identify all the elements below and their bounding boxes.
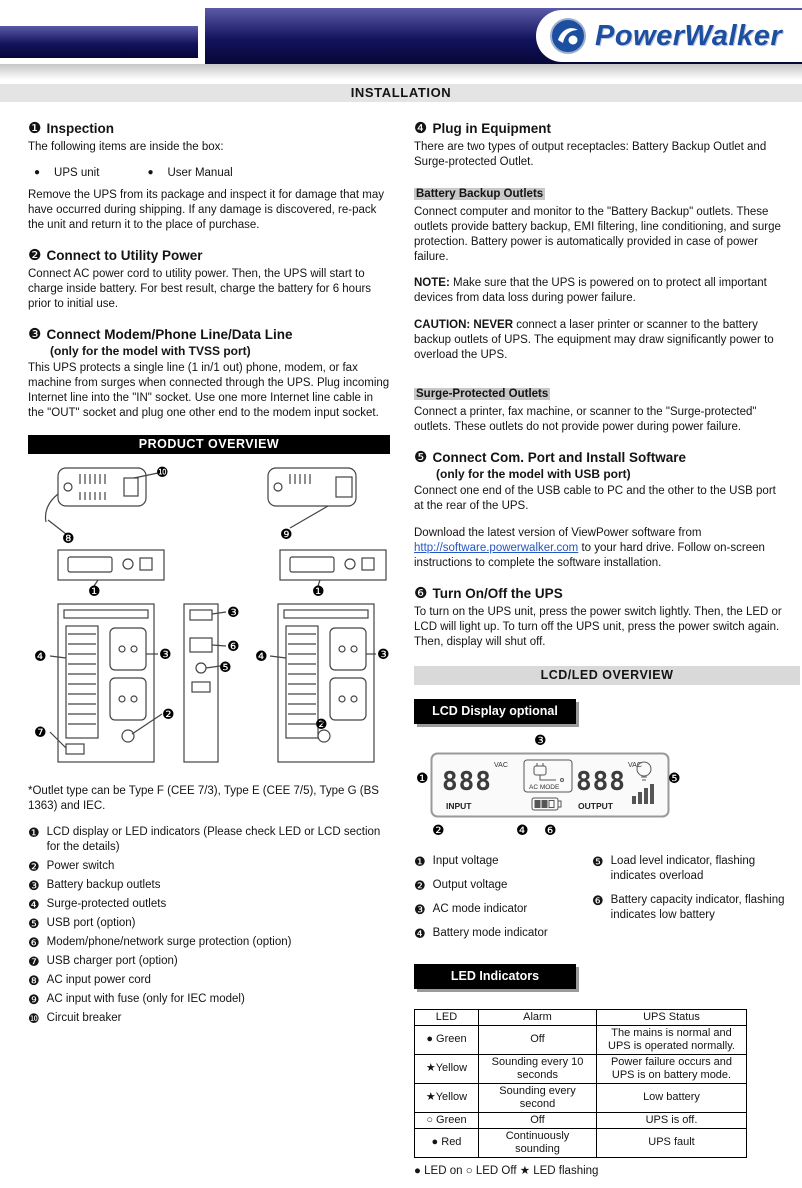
- legend-label: Battery capacity indicator, flashing indicates low battery: [610, 893, 785, 921]
- legend-label: Load level indicator, flashing indicates overload: [610, 854, 756, 882]
- box-item-label: UPS unit: [54, 166, 100, 179]
- caution-paragraph: [414, 318, 786, 363]
- led-table-row: [415, 1112, 747, 1128]
- lcd-output-value: 888: [576, 766, 626, 797]
- lcd-input-value: 888: [442, 766, 492, 797]
- section-utility-power: [28, 246, 390, 312]
- lcd-led-overview-title: LCD/LED OVERVIEW: [414, 666, 800, 685]
- legend-label: LCD display or LED indicators (Please check LED or LCD section for the details): [46, 826, 381, 853]
- left-column: [28, 106, 390, 1188]
- led-cell: ● Red: [415, 1128, 479, 1157]
- caution-label: CAUTION: NEVER: [414, 318, 514, 331]
- alarm-column-header: Alarm: [479, 1009, 597, 1025]
- section-heading-inspection: [28, 119, 390, 137]
- section-number: ❻: [414, 584, 428, 602]
- legend-num: ❼: [28, 954, 40, 969]
- section-modem-line: [28, 325, 390, 421]
- lcd-legend-left: [414, 854, 592, 950]
- brand-logo-text: PowerWalker: [595, 19, 783, 52]
- lcd-callout-output-voltage: ❷: [432, 822, 445, 839]
- page-header: [0, 0, 802, 84]
- legend-item: [28, 916, 390, 931]
- section-heading-plug-in: [414, 119, 786, 137]
- note-paragraph: [414, 276, 786, 306]
- legend-num: ❸: [414, 901, 426, 917]
- section-title: Connect Modem/Phone Line/Data Line: [46, 326, 293, 342]
- callout-lcd-led: ❶: [88, 583, 101, 600]
- led-column-header: LED: [415, 1009, 479, 1025]
- legend-label: Battery mode indicator: [432, 926, 548, 939]
- led-table-row: [415, 1128, 747, 1157]
- led-cell: ★Yellow: [415, 1083, 479, 1112]
- page-content: [0, 102, 802, 1188]
- bullet-icon: ●: [147, 167, 154, 178]
- lcd-input-label: INPUT: [446, 800, 472, 811]
- lcd-legend-item: [592, 893, 786, 923]
- led-status-table: [414, 1009, 747, 1158]
- section-title: Inspection: [46, 121, 114, 136]
- download-text-after: to your hard drive. Follow on-screen instructions to complete the software installation.: [414, 541, 765, 569]
- status-cell: UPS fault: [597, 1128, 747, 1157]
- legend-label: Battery backup outlets: [46, 879, 161, 891]
- lcd-legend: [414, 854, 786, 950]
- legend-label: Output voltage: [432, 878, 508, 891]
- caution-text: connect a laser printer or scanner to the battery backup outlets of UPS. The equipment may draw significantly power to overload the UPS.: [414, 318, 774, 361]
- legend-num: ❹: [414, 925, 426, 941]
- legend-label: AC input power cord: [46, 974, 151, 986]
- legend-label: Power switch: [46, 860, 115, 872]
- lcd-legend-item: [414, 854, 592, 869]
- legend-item: [28, 878, 390, 893]
- legend-num: ❿: [28, 1011, 40, 1026]
- legend-item: [28, 935, 390, 950]
- callout-power-switch: ❷: [162, 706, 175, 723]
- led-table-header-row: [415, 1009, 747, 1025]
- callout-battery-outlets: ❸: [377, 646, 390, 663]
- download-text-before: Download the latest version of ViewPower software from: [414, 526, 702, 539]
- led-indicators-bar: LED Indicators: [414, 964, 576, 989]
- callout-battery-outlets: ❸: [159, 646, 172, 663]
- note-text: Make sure that the UPS is powered on to protect all important devices from data loss during power failure.: [414, 277, 767, 304]
- inspection-body: Remove the UPS from its package and inspect it for damage that may have occurred during shipping. If any damage is discovered, re-pack the unit and return it to the place of purchase.: [28, 188, 385, 231]
- alarm-cell: Sounding every 10 seconds: [479, 1054, 597, 1083]
- legend-item: [28, 897, 390, 912]
- callout-battery-outlets: ❸: [227, 604, 240, 621]
- section-title: Connect to Utility Power: [46, 247, 203, 263]
- lcd-output-label: OUTPUT: [578, 800, 613, 811]
- led-table-row: [415, 1054, 747, 1083]
- right-column: [414, 106, 786, 1188]
- lcd-display-bar: LCD Display optional: [414, 699, 576, 724]
- legend-item: [28, 954, 390, 969]
- surge-outlets-body: Connect a printer, fax machine, or scanner to the "Surge-protected" outlets. These outlets do not provide power during power failure.: [414, 406, 757, 433]
- section-plug-in: [414, 119, 786, 435]
- led-cell: ○ Green: [415, 1112, 479, 1128]
- status-cell: UPS is off.: [597, 1112, 747, 1128]
- legend-num: ❷: [28, 859, 40, 874]
- callout-surge-outlets: ❹: [34, 648, 47, 665]
- note-label: NOTE:: [414, 277, 450, 289]
- legend-num: ❻: [28, 935, 40, 950]
- legend-num: ❺: [592, 853, 604, 869]
- section-subtitle: (only for the model with USB port): [436, 467, 631, 481]
- turn-on-off-body: To turn on the UPS unit, press the power switch lightly. Then, the LED or LCD will light up. To turn off the UPS unit, press the power switch again. Then, display will shut off.: [414, 605, 782, 648]
- lcd-vac-label: VAC: [494, 761, 508, 769]
- ac-mode-label: AC MODE: [529, 783, 560, 791]
- lcd-callout-battery-capacity: ❻: [544, 822, 557, 839]
- section-title: Turn On/Off the UPS: [432, 585, 563, 601]
- legend-item: [28, 1011, 390, 1026]
- section-number: ❷: [28, 246, 42, 264]
- section-turn-on-off: [414, 584, 786, 650]
- bullet-icon: ●: [34, 167, 41, 178]
- lcd-vac-label: VAC: [628, 761, 642, 769]
- section-inspection: [28, 119, 390, 233]
- legend-num: ❻: [592, 892, 604, 908]
- product-diagram: [28, 458, 390, 778]
- lcd-legend-item: [414, 902, 592, 917]
- battery-outlets-title: Battery Backup Outlets: [416, 187, 544, 200]
- callout-power-switch: ❷: [315, 716, 328, 733]
- lcd-legend-item: [592, 854, 786, 884]
- box-item-label: User Manual: [167, 166, 233, 179]
- legend-label: Input voltage: [432, 854, 499, 867]
- status-cell: The mains is normal and UPS is operated normally.: [597, 1025, 747, 1054]
- legend-num: ❶: [414, 853, 426, 869]
- legend-num: ❹: [28, 897, 40, 912]
- section-number: ❺: [414, 449, 428, 466]
- status-cell: Power failure occurs and UPS is on battery mode.: [597, 1054, 747, 1083]
- legend-num: ❶: [28, 825, 40, 840]
- legend-label: USB port (option): [46, 917, 136, 929]
- legend-item: [28, 859, 390, 874]
- callout-ac-input-cord: ❽: [62, 530, 75, 547]
- section-title: Plug in Equipment: [432, 121, 551, 136]
- lcd-legend-right: [592, 854, 786, 950]
- battery-outlets-body: Connect computer and monitor to the "Battery Backup" outlets. These outlets provide battery backup, EMI filtering, line conditioning, and surge protection. Battery power is automatically provided in case of power failure.: [414, 205, 781, 263]
- software-download-body: [414, 526, 786, 571]
- led-table-row: [415, 1083, 747, 1112]
- legend-item: [28, 992, 390, 1007]
- alarm-cell: Sounding every second: [479, 1083, 597, 1112]
- product-legend: [28, 825, 390, 1026]
- lcd-legend-item: [414, 878, 592, 893]
- powerwalker-logo-icon: [548, 16, 588, 56]
- header-fade-strip: [0, 64, 802, 80]
- outlet-type-note: *Outlet type can be Type F (CEE 7/3), Type E (CEE 7/5), Type G (BS 1363) and IEC.: [28, 784, 379, 812]
- legend-label: Modem/phone/network surge protection (option): [46, 936, 292, 948]
- status-column-header: UPS Status: [597, 1009, 747, 1025]
- legend-label: Circuit breaker: [46, 1012, 122, 1024]
- alarm-cell: Off: [479, 1025, 597, 1054]
- callout-usb-charger: ❼: [34, 724, 47, 741]
- status-cell: Low battery: [597, 1083, 747, 1112]
- legend-num: ❾: [28, 992, 40, 1007]
- inspection-intro: The following items are inside the box:: [28, 141, 224, 153]
- header-bar-left: [0, 26, 198, 58]
- led-legend-footnote: ● LED on ○ LED Off ★ LED flashing: [414, 1164, 599, 1177]
- led-cell: ★Yellow: [415, 1054, 479, 1083]
- callout-ac-input-fuse: ❾: [280, 526, 293, 543]
- box-item: [34, 167, 99, 179]
- plug-in-intro: There are two types of output receptacles: Battery Backup Outlet and Surge-protected Outlet.: [414, 141, 767, 168]
- callout-lcd-led: ❶: [312, 583, 325, 600]
- lcd-callout-input-voltage: ❶: [416, 770, 429, 787]
- section-com-port: [414, 448, 786, 571]
- section-heading-com-port: [414, 448, 786, 466]
- callout-modem-protection: ❻: [227, 638, 240, 655]
- legend-label: AC input with fuse (only for IEC model): [46, 993, 245, 1005]
- installation-title: INSTALLATION: [0, 84, 802, 102]
- section-heading-utility-power: [28, 246, 390, 264]
- legend-item: [28, 973, 390, 988]
- legend-num: ❷: [414, 877, 426, 893]
- legend-num: ❺: [28, 916, 40, 931]
- callout-circuit-breaker: ❿: [156, 464, 169, 481]
- modem-line-body: This UPS protects a single line (1 in/1 out) phone, modem, or fax machine from surges when connected through the UPS. Plug incoming Internet line into the "IN" socket. Use one more Internet line cable in the "OUT" socket and plug one other end to the modem input socket.: [28, 361, 390, 419]
- section-title: Connect Com. Port and Install Software: [432, 450, 686, 465]
- alarm-cell: Continuously sounding: [479, 1128, 597, 1157]
- lcd-diagram: [416, 734, 684, 840]
- legend-label: AC mode indicator: [432, 902, 528, 915]
- lcd-callout-ac-mode: ❸: [534, 732, 547, 749]
- section-number: ❹: [414, 120, 428, 137]
- legend-label: USB charger port (option): [46, 955, 178, 967]
- legend-num: ❽: [28, 973, 40, 988]
- legend-label: Surge-protected outlets: [46, 898, 167, 910]
- com-port-body: Connect one end of the USB cable to PC and the other to the USB port at the rear of the UPS.: [414, 485, 776, 512]
- alarm-cell: Off: [479, 1112, 597, 1128]
- callout-usb-port: ❺: [219, 659, 232, 676]
- led-table-row: [415, 1025, 747, 1054]
- surge-outlets-title: Surge-Protected Outlets: [416, 388, 549, 400]
- led-cell: ● Green: [415, 1025, 479, 1054]
- section-number: ❶: [28, 120, 42, 137]
- section-subtitle: (only for the model with TVSS port): [50, 343, 251, 358]
- product-overview-title: PRODUCT OVERVIEW: [28, 435, 390, 454]
- section-heading-modem-line: [28, 325, 390, 343]
- callout-surge-outlets: ❹: [255, 648, 268, 665]
- brand-logo: [536, 10, 802, 62]
- utility-power-body: Connect AC power cord to utility power. Then, the UPS will start to charge inside battery. For best result, charge the battery for 6 hours prior to initial use.: [28, 267, 372, 310]
- software-link[interactable]: http://software.powerwalker.com: [414, 541, 579, 554]
- box-contents-list: [34, 167, 390, 179]
- lcd-callout-battery-mode: ❹: [516, 822, 529, 839]
- box-item: [147, 167, 232, 179]
- legend-num: ❸: [28, 878, 40, 893]
- section-heading-turn-on-off: [414, 584, 786, 602]
- lcd-legend-item: [414, 926, 592, 941]
- section-number: ❸: [28, 325, 42, 343]
- legend-item: [28, 825, 390, 855]
- lcd-callout-load-level: ❺: [668, 770, 681, 787]
- ups-line-art: [28, 458, 390, 778]
- lcd-screen-art: [430, 752, 670, 818]
